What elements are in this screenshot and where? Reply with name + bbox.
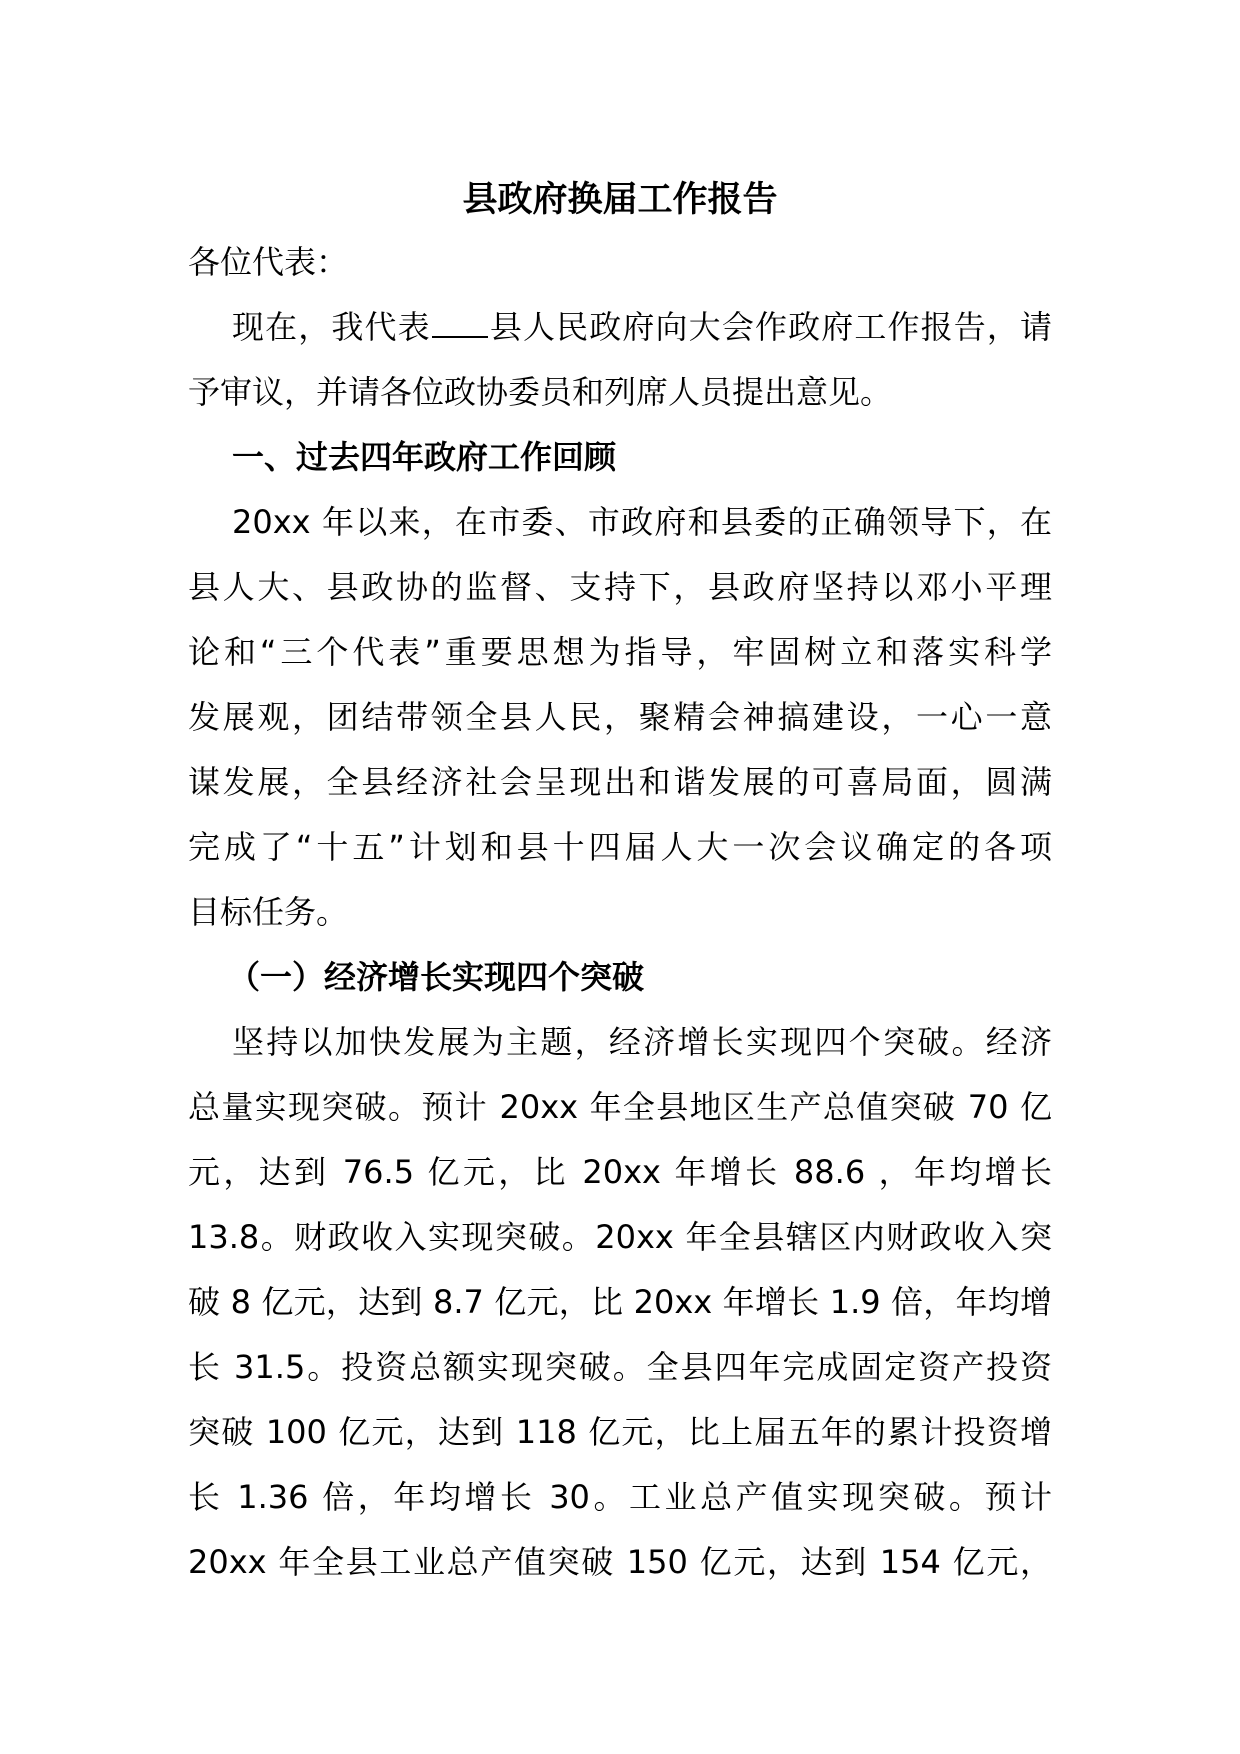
document-page	[188, 170, 1052, 1595]
intro-line-1	[188, 295, 1052, 360]
section-heading-1: 一、过去四年政府工作回顾	[232, 438, 617, 476]
subsection1-line: 20xx 年全县工业总产值突破 150 亿元，达到 154 亿元，	[188, 1543, 1052, 1581]
section1-line: 谋发展，全县经济社会呈现出和谐发展的可喜局面，圆满	[188, 763, 1052, 801]
section1-line: 县人大、县政协的监督、支持下，县政府坚持以邓小平理	[188, 568, 1052, 606]
subsection1-line: 元，达到 76.5 亿元，比 20xx 年增长 88.6 ，年均增长	[188, 1153, 1052, 1191]
section1-line: 完成了“十五”计划和县十四届人大一次会议确定的各项	[188, 828, 1052, 866]
document-title: 县政府换届工作报告	[462, 180, 778, 220]
intro-line-2: 予审议，并请各位政协委员和列席人员提出意见。	[188, 373, 893, 411]
subsection1-line: 长 1.36 倍，年均增长 30。工业总产值实现突破。预计	[188, 1478, 1052, 1516]
subsection1-line: 总量实现突破。预计 20xx 年全县地区生产总值突破 70 亿	[188, 1088, 1052, 1126]
section1-line: 论和“三个代表”重要思想为指导，牢固树立和落实科学	[188, 633, 1052, 671]
section1-line: 20xx 年以来，在市委、市政府和县委的正确领导下，在	[232, 503, 1052, 541]
subsection1-line: 破 8 亿元，达到 8.7 亿元，比 20xx 年增长 1.9 倍，年均增	[188, 1283, 1052, 1321]
subsection-heading-1: （一）经济增长实现四个突破	[228, 958, 645, 996]
subsection1-line: 长 31.5。投资总额实现突破。全县四年完成固定资产投资	[188, 1348, 1052, 1386]
subsection1-line: 突破 100 亿元，达到 118 亿元，比上届五年的累计投资增	[188, 1413, 1052, 1451]
intro-text-b: 县人民政府向大会作政府工作报告，请	[488, 308, 1052, 346]
subsection1-line: 13.8。财政收入实现突破。20xx 年全县辖区内财政收入突	[188, 1218, 1052, 1256]
section1-line: 发展观，团结带领全县人民，聚精会神搞建设，一心一意	[188, 698, 1052, 736]
blank-underline	[432, 310, 488, 338]
intro-text-a: 现在，我代表	[232, 308, 431, 346]
subsection1-line: 坚持以加快发展为主题，经济增长实现四个突破。经济	[232, 1023, 1052, 1061]
salutation: 各位代表：	[188, 243, 349, 281]
section1-line: 目标任务。	[188, 893, 349, 931]
